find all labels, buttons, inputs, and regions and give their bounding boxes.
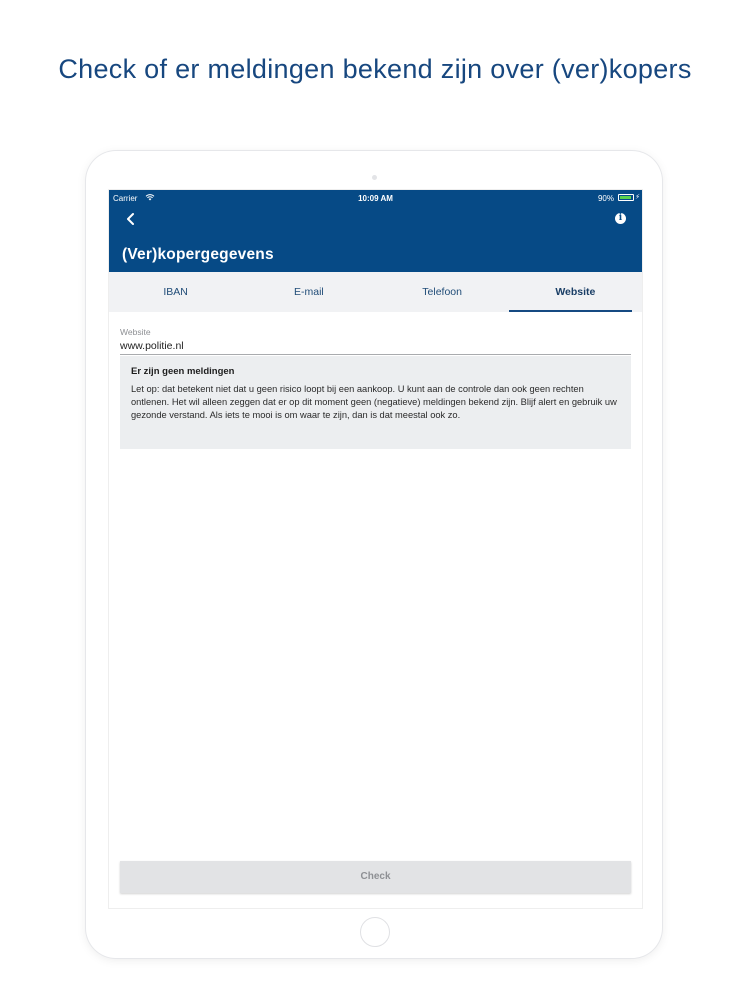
info-icon[interactable]: i: [615, 213, 626, 224]
app-screen: [109, 190, 642, 908]
chevron-left-icon[interactable]: [123, 210, 139, 228]
navigation-bar: [109, 206, 642, 272]
tab-iban[interactable]: IBAN: [163, 286, 188, 298]
website-input[interactable]: [120, 339, 630, 353]
notice-title: Er zijn geen meldingen: [131, 366, 235, 377]
page-title: (Ver)kopergegevens: [122, 246, 274, 263]
battery-fill: [620, 196, 631, 199]
tab-email[interactable]: E-mail: [293, 286, 324, 298]
carrier-label: Carrier: [113, 194, 138, 203]
camera-dot: [372, 175, 377, 180]
charging-icon: ⚡: [635, 194, 640, 201]
result-notice: [120, 356, 631, 449]
status-time: 10:09 AM: [358, 194, 393, 203]
home-button: [360, 917, 390, 947]
input-underline: [120, 354, 631, 355]
notice-body: Let op: dat betekent niet dat u geen risico loopt bij een aankoop. U kunt aan de controle dan ook geen rechten ontlenen. Het wil alleen zeggen dat er op dit moment geen (negatieve) meldingen bekend zijn. Blijf alert en gebruik uw gezonde verstand. Als iets te mooi is om waar te zijn, dan is dat meestal ook zo.: [131, 384, 617, 420]
search-type-tabs: [109, 272, 642, 312]
tab-telefoon[interactable]: Telefoon: [422, 286, 462, 298]
check-button[interactable]: Check: [120, 861, 631, 893]
status-bar: [109, 190, 642, 206]
tab-website[interactable]: Website: [509, 272, 642, 312]
battery-percentage: 90%: [597, 194, 614, 203]
promo-headline: Check of er meldingen bekend zijn over (ver)kopers: [58, 54, 692, 84]
website-field-label: Website: [120, 327, 151, 337]
battery-icon: [618, 194, 634, 201]
